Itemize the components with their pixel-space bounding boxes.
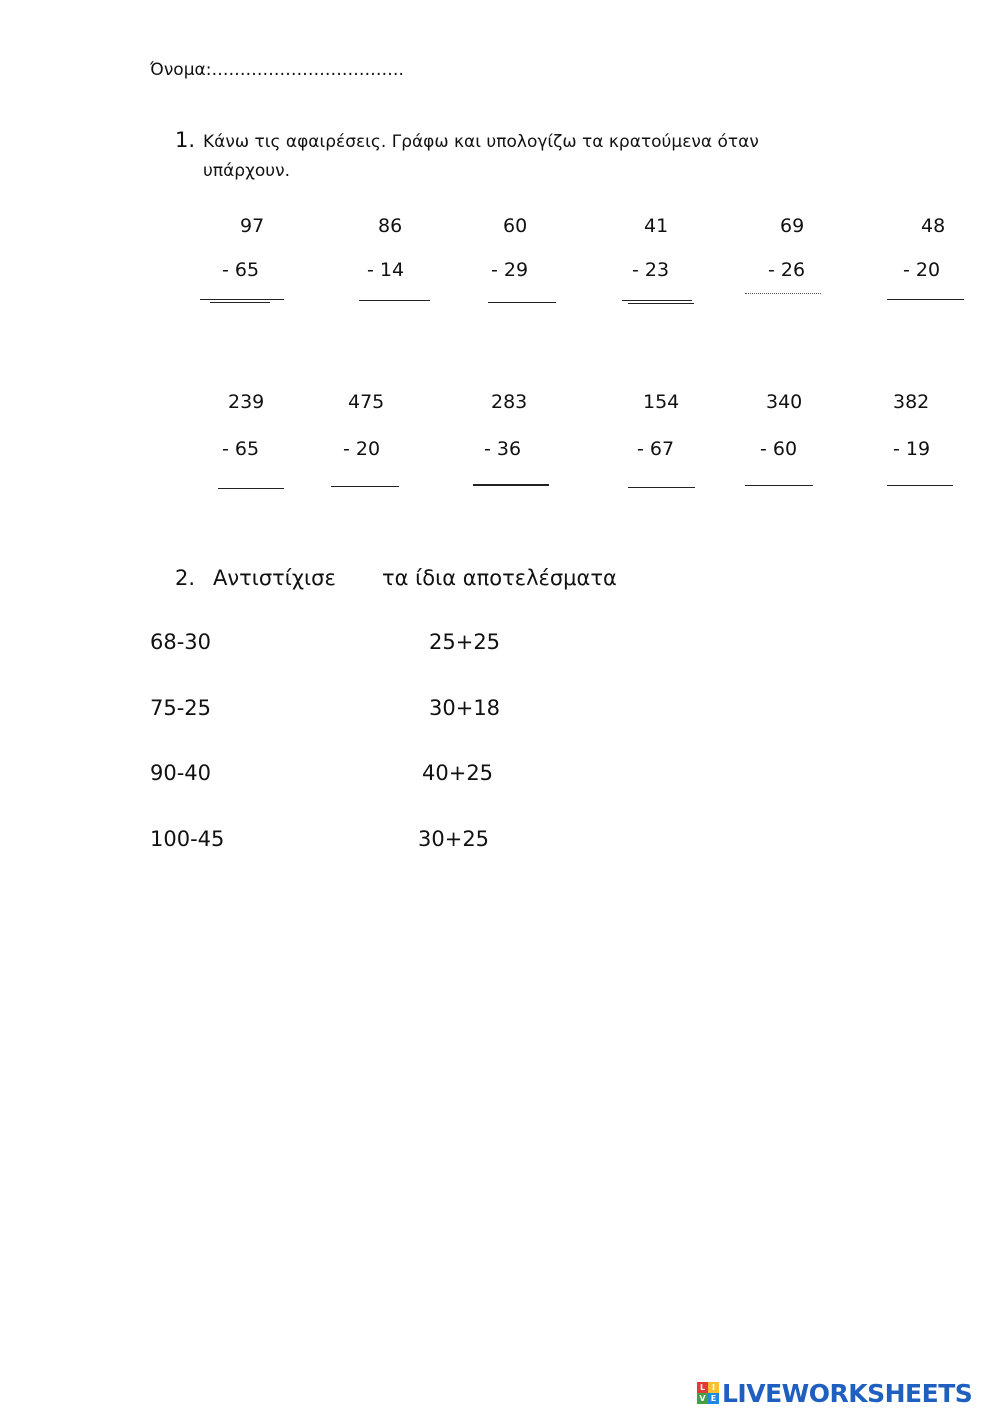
answer-line[interactable]	[628, 487, 695, 488]
exercise-2-number: 2.	[175, 566, 196, 590]
subtraction-minuend: 382	[893, 391, 930, 413]
logo-letter: L	[697, 1382, 708, 1393]
answer-line	[210, 302, 270, 303]
exercise-1-number: 1.	[175, 128, 196, 152]
subtraction-minuend: 48	[921, 215, 946, 237]
answer-line[interactable]	[488, 302, 556, 303]
subtraction-subtrahend: - 23	[632, 259, 670, 281]
logo-letter: E	[708, 1393, 719, 1404]
student-name-field[interactable]: Όνομα:…………………………….	[150, 60, 404, 80]
subtraction-minuend: 475	[348, 391, 385, 413]
subtraction-minuend: 86	[378, 215, 403, 237]
subtraction-subtrahend: - 14	[367, 259, 405, 281]
subtraction-subtrahend: - 36	[484, 438, 522, 460]
subtraction-subtrahend: - 20	[903, 259, 941, 281]
subtraction-subtrahend: - 26	[768, 259, 806, 281]
answer-line	[628, 303, 694, 304]
answer-line[interactable]	[473, 484, 549, 486]
answer-line[interactable]	[622, 300, 692, 301]
match-left-item[interactable]: 68-30	[150, 630, 212, 654]
subtraction-subtrahend: - 29	[491, 259, 529, 281]
exercise-1-instruction-line-1: Κάνω τις αφαιρέσεις. Γράφω και υπολογίζω τα κρατούμενα όταν	[203, 132, 759, 152]
subtraction-minuend: 283	[491, 391, 528, 413]
liveworksheets-logo	[697, 1378, 972, 1408]
logo-letter: I	[708, 1382, 719, 1393]
answer-line[interactable]	[331, 486, 399, 487]
match-right-item[interactable]: 25+25	[429, 630, 501, 654]
answer-line[interactable]	[887, 299, 964, 300]
answer-line[interactable]	[745, 485, 813, 486]
subtraction-minuend: 60	[503, 215, 528, 237]
answer-line[interactable]	[218, 488, 284, 489]
liveworksheets-logo-text: LIVEWORKSHEETS	[722, 1378, 973, 1408]
subtraction-subtrahend: - 19	[893, 438, 931, 460]
subtraction-subtrahend: - 65	[222, 438, 260, 460]
exercise-2-instruction-part-2: τα ίδια αποτελέσματα	[382, 566, 617, 590]
subtraction-minuend: 97	[240, 215, 265, 237]
subtraction-subtrahend: - 20	[343, 438, 381, 460]
answer-line[interactable]	[745, 293, 821, 294]
answer-line[interactable]	[887, 485, 953, 486]
match-left-item[interactable]: 100-45	[150, 827, 225, 851]
answer-line[interactable]	[200, 299, 284, 300]
subtraction-minuend: 340	[766, 391, 803, 413]
match-right-item[interactable]: 30+18	[429, 696, 501, 720]
match-right-item[interactable]: 30+25	[418, 827, 490, 851]
subtraction-subtrahend: - 67	[637, 438, 675, 460]
exercise-1-instruction-line-2: υπάρχουν.	[203, 161, 291, 181]
answer-line[interactable]	[359, 300, 430, 301]
subtraction-minuend: 154	[643, 391, 680, 413]
subtraction-minuend: 69	[780, 215, 805, 237]
subtraction-subtrahend: - 60	[760, 438, 798, 460]
exercise-2-instruction-part-1: Αντιστίχισε	[213, 566, 336, 590]
match-left-item[interactable]: 75-25	[150, 696, 212, 720]
subtraction-subtrahend: - 65	[222, 259, 260, 281]
subtraction-minuend: 239	[228, 391, 265, 413]
match-right-item[interactable]: 40+25	[422, 761, 494, 785]
match-left-item[interactable]: 90-40	[150, 761, 212, 785]
liveworksheets-logo-icon	[697, 1382, 719, 1404]
subtraction-minuend: 41	[644, 215, 669, 237]
logo-letter: V	[697, 1393, 708, 1404]
